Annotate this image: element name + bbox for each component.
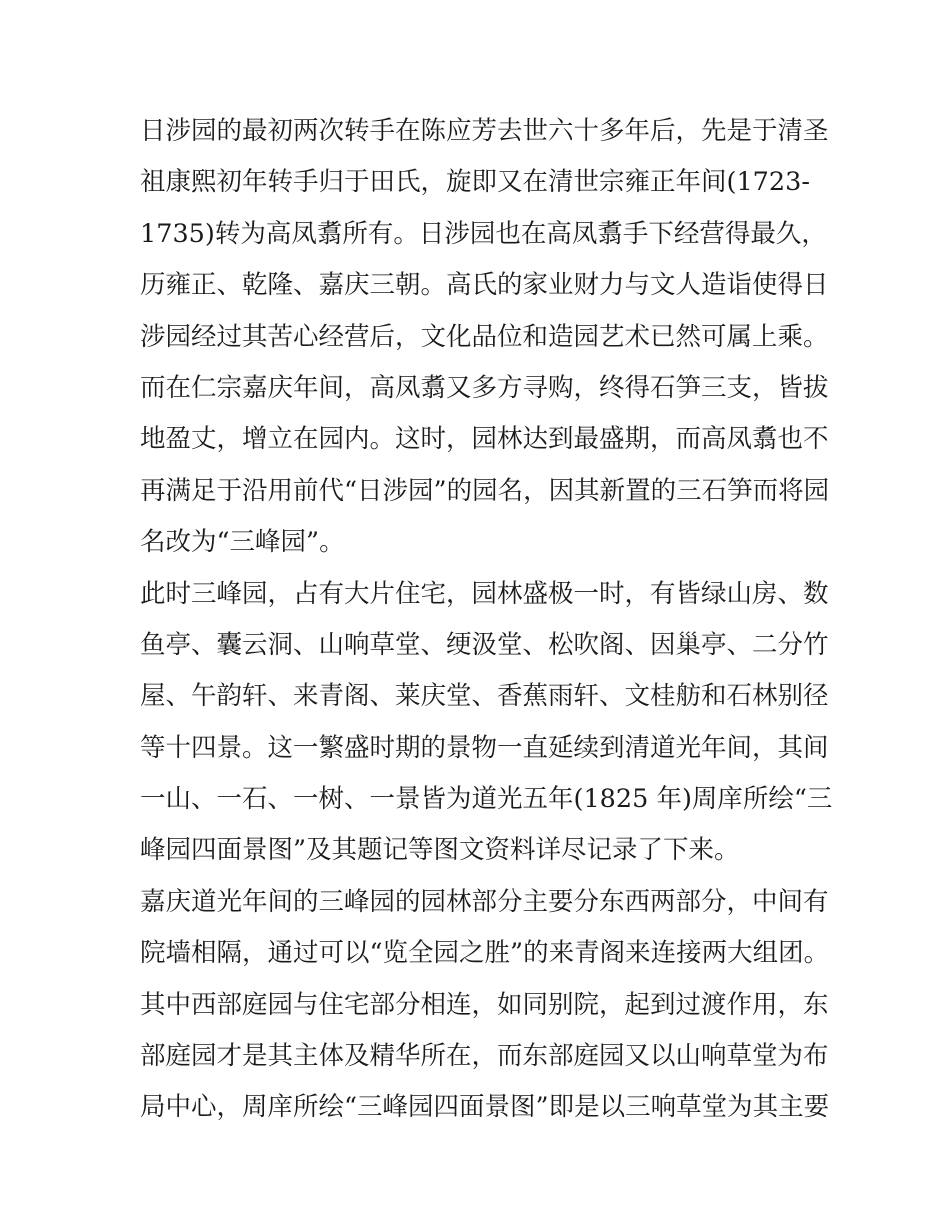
text-line: 再满足于沿用前代“日涉园”的园名，因其新置的三石笋而将园 xyxy=(140,475,830,506)
text-line: 1735)转为高凤翥所有。日涉园也在高凤翥手下经营得最久， xyxy=(140,218,827,249)
text-line: 名改为“三峰园”。 xyxy=(140,527,345,558)
text-line: 地盈丈，增立在园内。这时，园林达到最盛期，而高凤翥也不 xyxy=(140,424,829,455)
text-line: 日涉园的最初两次转手在陈应芳去世六十多年后，先是于清圣 xyxy=(140,116,829,146)
text-line: 而在仁宗嘉庆年间，高凤翥又多方寻购，终得石笋三支，皆拔 xyxy=(140,372,829,403)
text-line: 祖康熙初年转手归于田氏，旋即又在清世宗雍正年间(1723- xyxy=(140,167,810,198)
text-line: 院墙相隔，通过可以“览全园之胜”的来青阁来连接两大组团。 xyxy=(140,938,830,969)
text-line: 此时三峰园，占有大片住宅，园林盛极一时，有皆绿山房、数 xyxy=(140,578,829,609)
text-line: 峰园四面景图”及其题记等图文资料详尽记录了下来。 xyxy=(140,835,740,866)
text-line: 鱼亭、囊云洞、山响草堂、绠汲堂、松吹阁、因巢亭、二分竹 xyxy=(140,629,829,660)
text-line: 其中西部庭园与住宅部分相连，如同别院，起到过渡作用，东 xyxy=(140,989,829,1020)
text-line: 历雍正、乾隆、嘉庆三朝。高氏的家业财力与文人造诣使得日 xyxy=(140,270,829,301)
text-line: 一山、一石、一树、一景皆为道光五年(1825 年)周庠所绘“三 xyxy=(140,784,833,815)
body-text xyxy=(140,106,833,1134)
text-line: 局中心，周庠所绘“三峰园四面景图”即是以三响草堂为其主要 xyxy=(140,1092,830,1123)
text-line: 等十四景。这一繁盛时期的景物一直延续到清道光年间，其间 xyxy=(140,732,829,763)
text-line: 屋、午韵轩、来青阁、莱庆堂、香蕉雨轩、文桂舫和石林别径 xyxy=(140,681,829,712)
text-line: 嘉庆道光年间的三峰园的园林部分主要分东西两部分，中间有 xyxy=(140,886,829,917)
text-line: 涉园经过其苦心经营后，文化品位和造园艺术已然可属上乘。 xyxy=(140,321,829,352)
text-line: 部庭园才是其主体及精华所在，而东部庭园又以山响草堂为布 xyxy=(140,1041,829,1072)
